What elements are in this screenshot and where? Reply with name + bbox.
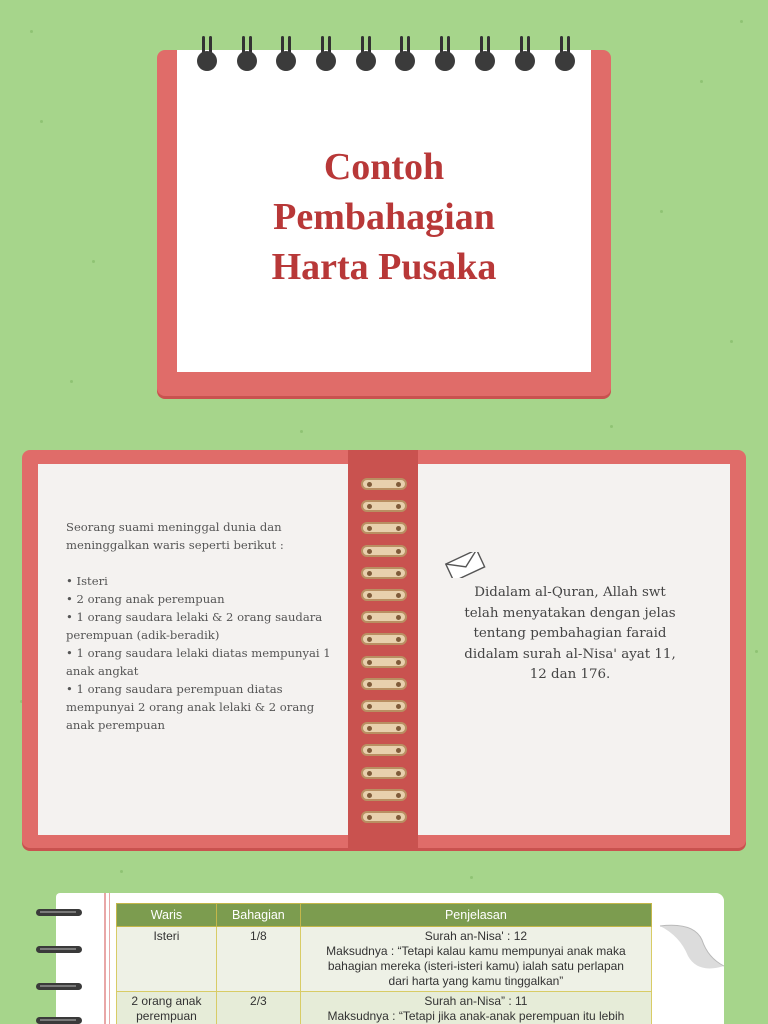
column-header-penjelasan: Penjelasan: [300, 904, 651, 927]
coil-ring: [361, 478, 407, 490]
explanation-line: Surah an-Nisa” : 11: [424, 994, 528, 1008]
coil-ring: [361, 589, 407, 601]
binder-clip: [36, 1015, 84, 1024]
heir-item: • Isteri: [66, 574, 108, 588]
spiral-ring: [555, 36, 575, 72]
coil-ring: [361, 567, 407, 579]
heirs-description: [66, 518, 336, 734]
coil-ring: [361, 633, 407, 645]
envelope-icon: [444, 552, 486, 578]
heir-item: mempunyai 2 orang anak lelaki & 2 orang: [66, 700, 315, 714]
heir-item: anak perempuan: [66, 718, 165, 732]
reference-line: didalam surah al-Nisa' ayat 11,: [464, 646, 676, 662]
coil-ring: [361, 611, 407, 623]
column-header-waris: Waris: [117, 904, 217, 927]
coil-ring: [361, 656, 407, 668]
title-line: Pembahagian: [273, 196, 495, 238]
coil-ring: [361, 789, 407, 801]
table-row: [117, 927, 652, 992]
reference-line: 12 dan 176.: [529, 667, 611, 682]
coil-ring: [361, 722, 407, 734]
heir-item: • 1 orang saudara perempuan diatas: [66, 682, 283, 696]
reference-line: tentang pembahagian faraid: [473, 626, 667, 641]
intro-line: meninggalkan waris seperti berikut :: [66, 538, 284, 552]
coil-ring: [361, 678, 407, 690]
inheritance-table: [116, 903, 652, 1024]
cell-penjelasan: [300, 992, 651, 1024]
spiral-ring: [515, 36, 535, 72]
spiral-ring: [356, 36, 376, 72]
page-title: [177, 142, 591, 292]
coil-ring: [361, 545, 407, 557]
spiral-ring: [197, 36, 217, 72]
coil-ring: [361, 767, 407, 779]
title-page: [177, 50, 591, 372]
binder-clip: [36, 907, 84, 919]
coil-ring: [361, 500, 407, 512]
explanation-line: Maksudnya : “Tetapi jika anak-anak perempuan itu lebih: [327, 1009, 625, 1023]
spiral-ring: [316, 36, 336, 72]
title-line: Harta Pusaka: [271, 246, 497, 288]
heir-item: • 2 orang anak perempuan: [66, 592, 225, 606]
reference-line: telah menyatakan dengan jelas: [464, 605, 676, 621]
heir-item: anak angkat: [66, 664, 139, 678]
explanation-line: bahagian mereka (isteri-isteri kamu) ialah satu perlapan: [327, 959, 624, 973]
intro-line: Seorang suami meninggal dunia dan: [66, 520, 282, 534]
heir-item: • 1 orang saudara lelaki & 2 orang saudara: [66, 610, 323, 624]
coil-ring: [361, 700, 407, 712]
cell-penjelasan: [300, 927, 651, 992]
table-row: [117, 992, 652, 1024]
heir-item: perempuan (adik-beradik): [66, 628, 220, 642]
page-curl: [658, 896, 724, 978]
explanation-line: Surah an-Nisa' : 12: [424, 929, 528, 943]
spiral-ring: [475, 36, 495, 72]
reference-line: Didalam al-Quran, Allah swt: [474, 585, 666, 600]
coil-ring: [361, 522, 407, 534]
binder-clip: [36, 981, 84, 993]
spiral-ring: [237, 36, 257, 72]
cell-waris: 2 orang anak perempuan: [117, 992, 217, 1024]
column-header-bahagian: Bahagian: [216, 904, 300, 927]
cell-waris: Isteri: [117, 927, 217, 992]
cell-bahagian: 1/8: [216, 927, 300, 992]
spiral-ring: [395, 36, 415, 72]
explanation-line: dari harta yang kamu tinggalkan”: [388, 974, 564, 988]
title-notepad: [157, 50, 611, 396]
margin-line: [109, 893, 110, 1024]
binder-clip: [36, 944, 84, 956]
spiral-ring: [435, 36, 455, 72]
coil-ring: [361, 811, 407, 823]
margin-line: [104, 893, 106, 1024]
title-line: Contoh: [323, 146, 445, 188]
coil-ring: [361, 744, 407, 756]
table-header-row: [117, 904, 652, 927]
heir-item: • 1 orang saudara lelaki diatas mempunyai 1: [66, 646, 331, 660]
quran-reference-text: [456, 583, 684, 686]
explanation-line: Maksudnya : “Tetapi kalau kamu mempunyai anak maka: [326, 944, 626, 958]
cell-bahagian: 2/3: [216, 992, 300, 1024]
spiral-ring: [276, 36, 296, 72]
